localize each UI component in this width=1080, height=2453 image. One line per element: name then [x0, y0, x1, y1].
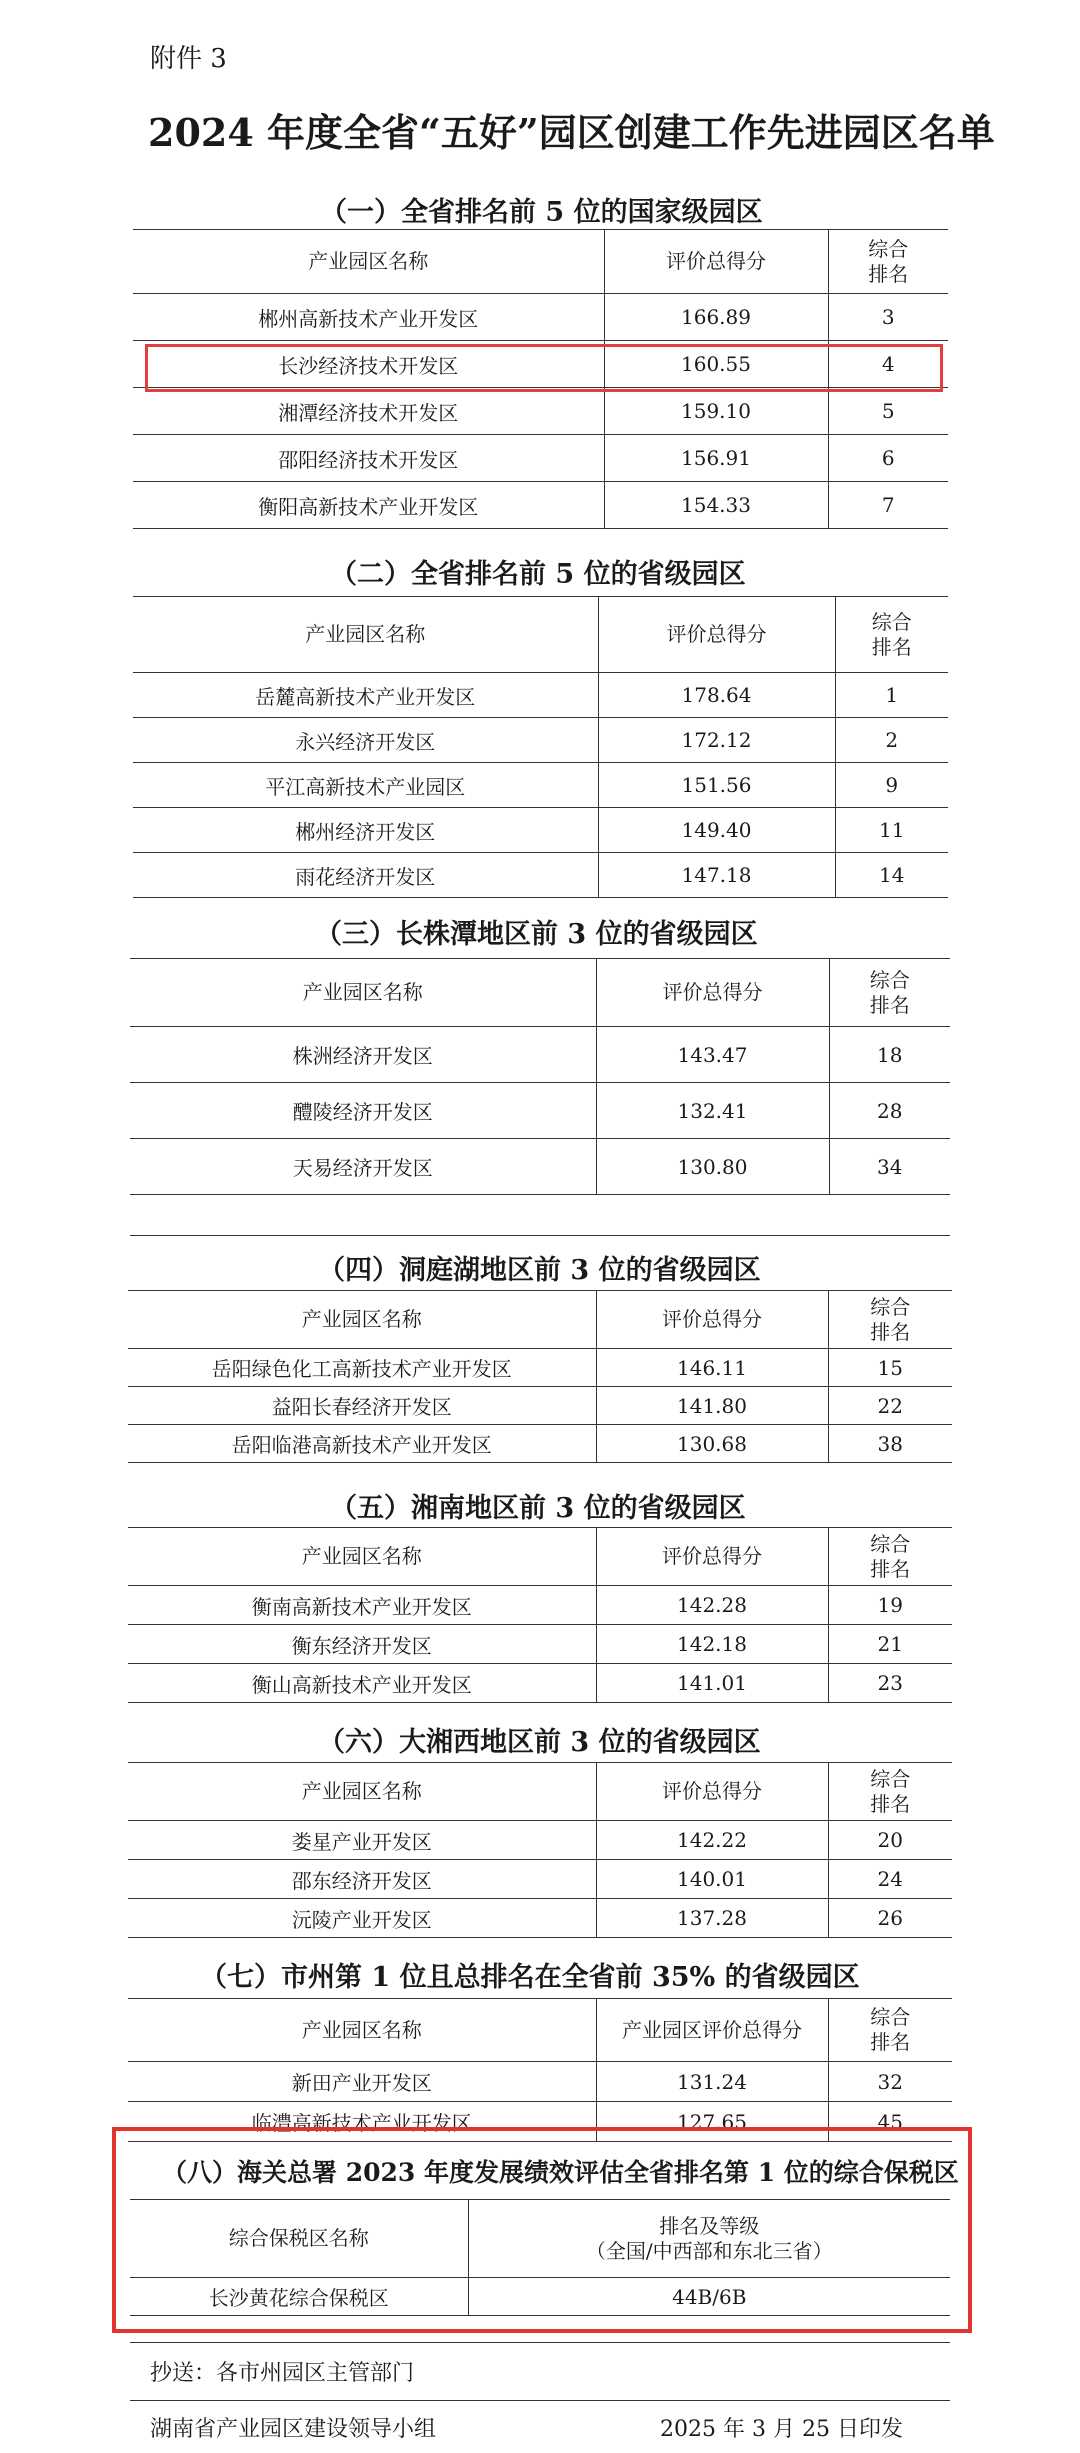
attachment-label: 附件 3: [150, 44, 227, 74]
header-score: 评价总得分: [598, 597, 835, 673]
park-name: 永兴经济开发区: [133, 718, 598, 763]
header-rank: [828, 1763, 952, 1821]
park-rank: 6: [828, 435, 948, 482]
park-rank: 1: [835, 673, 948, 718]
table-row: [133, 853, 948, 898]
park-rank: 34: [829, 1139, 950, 1195]
park-rank: 15: [828, 1349, 952, 1387]
header-name: 产业园区名称: [133, 230, 604, 294]
header-rank-line1: 综合: [869, 967, 910, 992]
table-row: [130, 1027, 950, 1083]
table-row: [133, 808, 948, 853]
header-rank: [829, 959, 950, 1027]
park-name: 衡南高新技术产业开发区: [128, 1586, 596, 1625]
park-rank: 18: [829, 1027, 950, 1083]
table-header-row: [133, 230, 948, 294]
park-score: 159.10: [604, 388, 828, 435]
header-rank: [828, 1291, 952, 1349]
table-row: [133, 341, 948, 388]
table-row: [128, 2062, 952, 2102]
table-row: [133, 673, 948, 718]
park-rank: 19: [828, 1586, 952, 1625]
park-rank: 5: [828, 388, 948, 435]
park-name: 长沙经济技术开发区: [133, 341, 604, 388]
header-rank-line1: 综合: [870, 1531, 911, 1556]
header-rank-line1: 综合: [870, 1294, 911, 1319]
table-row: [128, 1625, 952, 1664]
park-score: 149.40: [598, 808, 835, 853]
header-bonded-zone-name: 综合保税区名称: [130, 2200, 468, 2278]
table-row: [128, 2102, 952, 2142]
park-name: 醴陵经济开发区: [130, 1083, 596, 1139]
park-name: 湘潭经济技术开发区: [133, 388, 604, 435]
table-header-row: [128, 1291, 952, 1349]
park-rank: 45: [828, 2102, 952, 2142]
header-rank: [835, 597, 948, 673]
park-score: 143.47: [596, 1027, 829, 1083]
header-rank-line1: 综合: [868, 236, 909, 261]
footer-divider-middle: [130, 2400, 950, 2401]
section-1-title: （一）全省排名前 5 位的国家级园区: [320, 197, 763, 228]
header-name: 产业园区名称: [133, 597, 598, 673]
section-2-title: （二）全省排名前 5 位的省级园区: [330, 559, 746, 590]
park-name: 新田产业开发区: [128, 2062, 596, 2102]
section-5-title: （五）湘南地区前 3 位的省级园区: [330, 1493, 746, 1524]
bonded-zone-name: 长沙黄花综合保税区: [130, 2278, 468, 2316]
table-row: [128, 1899, 952, 1938]
park-name: 岳麓高新技术产业开发区: [133, 673, 598, 718]
table-row: [133, 388, 948, 435]
header-score: 评价总得分: [596, 1291, 828, 1349]
park-name: 衡东经济开发区: [128, 1625, 596, 1664]
page-title: 2024 年度全省“五好”园区创建工作先进园区名单: [148, 110, 995, 155]
park-rank: 32: [828, 2062, 952, 2102]
header-score: 评价总得分: [596, 1763, 828, 1821]
table-header-row: [133, 597, 948, 673]
table-row: [128, 1586, 952, 1625]
park-name: 邵东经济开发区: [128, 1860, 596, 1899]
park-score: 151.56: [598, 763, 835, 808]
table-header-row: [130, 2200, 950, 2278]
table-header-row: [130, 959, 950, 1027]
section-3-table: [130, 958, 950, 1195]
table-row: [130, 1083, 950, 1139]
park-score: 178.64: [598, 673, 835, 718]
park-score: 166.89: [604, 294, 828, 341]
table-header-row: [128, 1763, 952, 1821]
park-score: 146.11: [596, 1349, 828, 1387]
table-row: [130, 2278, 950, 2316]
park-name: 衡山高新技术产业开发区: [128, 1664, 596, 1703]
park-name: 邵阳经济技术开发区: [133, 435, 604, 482]
park-name: 娄星产业开发区: [128, 1821, 596, 1860]
section-1-table: [133, 229, 948, 529]
table-row: [128, 1821, 952, 1860]
park-score: 127.65: [596, 2102, 828, 2142]
park-score: 142.22: [596, 1821, 828, 1860]
park-score: 147.18: [598, 853, 835, 898]
park-name: 岳阳绿色化工高新技术产业开发区: [128, 1349, 596, 1387]
park-score: 160.55: [604, 341, 828, 388]
park-rank: 2: [835, 718, 948, 763]
table-row: [133, 482, 948, 529]
park-rank: 21: [828, 1625, 952, 1664]
park-score: 131.24: [596, 2062, 828, 2102]
park-score: 141.01: [596, 1664, 828, 1703]
park-score: 130.80: [596, 1139, 829, 1195]
park-name: 临澧高新技术产业开发区: [128, 2102, 596, 2142]
park-score: 172.12: [598, 718, 835, 763]
section-6-title: （六）大湘西地区前 3 位的省级园区: [318, 1727, 761, 1758]
park-score: 140.01: [596, 1860, 828, 1899]
park-name: 沅陵产业开发区: [128, 1899, 596, 1938]
header-rank: [828, 1528, 952, 1586]
park-name: 平江高新技术产业园区: [133, 763, 598, 808]
park-name: 天易经济开发区: [130, 1139, 596, 1195]
park-name: 岳阳临港高新技术产业开发区: [128, 1425, 596, 1463]
section-5-table: [128, 1527, 952, 1703]
header-rank-line2: 排名: [868, 261, 909, 286]
table-row: [133, 763, 948, 808]
header-score: 评价总得分: [604, 230, 828, 294]
table-row: [128, 1387, 952, 1425]
park-rank: 26: [828, 1899, 952, 1938]
table-row: [133, 435, 948, 482]
cc-line: 抄送：各市州园区主管部门: [150, 2361, 415, 2386]
section-4-title: （四）洞庭湖地区前 3 位的省级园区: [318, 1255, 761, 1286]
header-rank-line2: 排名: [870, 1319, 911, 1344]
issuer: 湖南省产业园区建设领导小组: [150, 2417, 437, 2442]
footer-divider-top: [130, 2342, 950, 2343]
park-name: 衡阳高新技术产业开发区: [133, 482, 604, 529]
header-rank-line1: 综合: [870, 1766, 911, 1791]
park-score: 142.18: [596, 1625, 828, 1664]
header-rank-grade-line1: 排名及等级: [659, 2213, 760, 2238]
section-8-table: [130, 2199, 950, 2316]
park-name: 雨花经济开发区: [133, 853, 598, 898]
park-rank: 4: [828, 341, 948, 388]
header-rank-line1: 综合: [871, 609, 912, 634]
header-rank: [828, 1999, 952, 2062]
park-rank: 3: [828, 294, 948, 341]
park-rank: 22: [828, 1387, 952, 1425]
park-name: 株洲经济开发区: [130, 1027, 596, 1083]
section-7-table: [128, 1998, 952, 2142]
header-name: 产业园区名称: [128, 1763, 596, 1821]
park-rank: 7: [828, 482, 948, 529]
header-name: 产业园区名称: [128, 1528, 596, 1586]
header-rank-grade: [468, 2200, 950, 2278]
table-row: [128, 1349, 952, 1387]
park-name: 郴州高新技术产业开发区: [133, 294, 604, 341]
header-rank-line2: 排名: [870, 2030, 911, 2054]
header-rank-line2: 排名: [871, 634, 912, 659]
header-rank: [828, 230, 948, 294]
table-row: [128, 1425, 952, 1463]
park-rank: 28: [829, 1083, 950, 1139]
table-row: [133, 718, 948, 763]
header-rank-line1: 综合: [870, 2005, 911, 2029]
table-row: [128, 1860, 952, 1899]
issue-date: 2025 年 3 月 25 日印发: [660, 2417, 903, 2442]
header-rank-line2: 排名: [869, 992, 910, 1017]
header-score: 评价总得分: [596, 1528, 828, 1586]
header-rank-line2: 排名: [870, 1556, 911, 1581]
table-header-row: [128, 1528, 952, 1586]
section-2-table: [133, 596, 948, 898]
park-rank: 14: [835, 853, 948, 898]
section-8-title: （八）海关总署 2023 年度发展绩效评估全省排名第 1 位的综合保税区: [162, 2158, 959, 2187]
park-score: 154.33: [604, 482, 828, 529]
header-rank-line2: 排名: [870, 1791, 911, 1816]
section-6-table: [128, 1762, 952, 1938]
header-name: 产业园区名称: [128, 1291, 596, 1349]
table-row: [133, 294, 948, 341]
park-score: 130.68: [596, 1425, 828, 1463]
park-score: 141.80: [596, 1387, 828, 1425]
park-score: 156.91: [604, 435, 828, 482]
section-divider: [130, 1235, 950, 1236]
park-rank: 11: [835, 808, 948, 853]
park-rank: 20: [828, 1821, 952, 1860]
section-3-title: （三）长株潭地区前 3 位的省级园区: [315, 919, 758, 950]
header-score: 评价总得分: [596, 959, 829, 1027]
table-header-row: [128, 1999, 952, 2062]
park-rank: 23: [828, 1664, 952, 1703]
section-4-table: [128, 1290, 952, 1463]
park-score: 132.41: [596, 1083, 829, 1139]
table-row: [130, 1139, 950, 1195]
park-score: 137.28: [596, 1899, 828, 1938]
park-name: 益阳长春经济开发区: [128, 1387, 596, 1425]
park-rank: 24: [828, 1860, 952, 1899]
header-name: 产业园区名称: [128, 1999, 596, 2062]
park-rank: 9: [835, 763, 948, 808]
park-name: 郴州经济开发区: [133, 808, 598, 853]
header-name: 产业园区名称: [130, 959, 596, 1027]
header-score: 产业园区评价总得分: [596, 1999, 828, 2062]
park-rank: 38: [828, 1425, 952, 1463]
table-row: [128, 1664, 952, 1703]
header-rank-grade-line2: （全国/中西部和东北三省）: [585, 2238, 833, 2263]
section-7-title: （七）市州第 1 位且总排名在全省前 35% 的省级园区: [200, 1962, 860, 1993]
park-score: 142.28: [596, 1586, 828, 1625]
bonded-zone-rank: 44B/6B: [468, 2278, 950, 2316]
